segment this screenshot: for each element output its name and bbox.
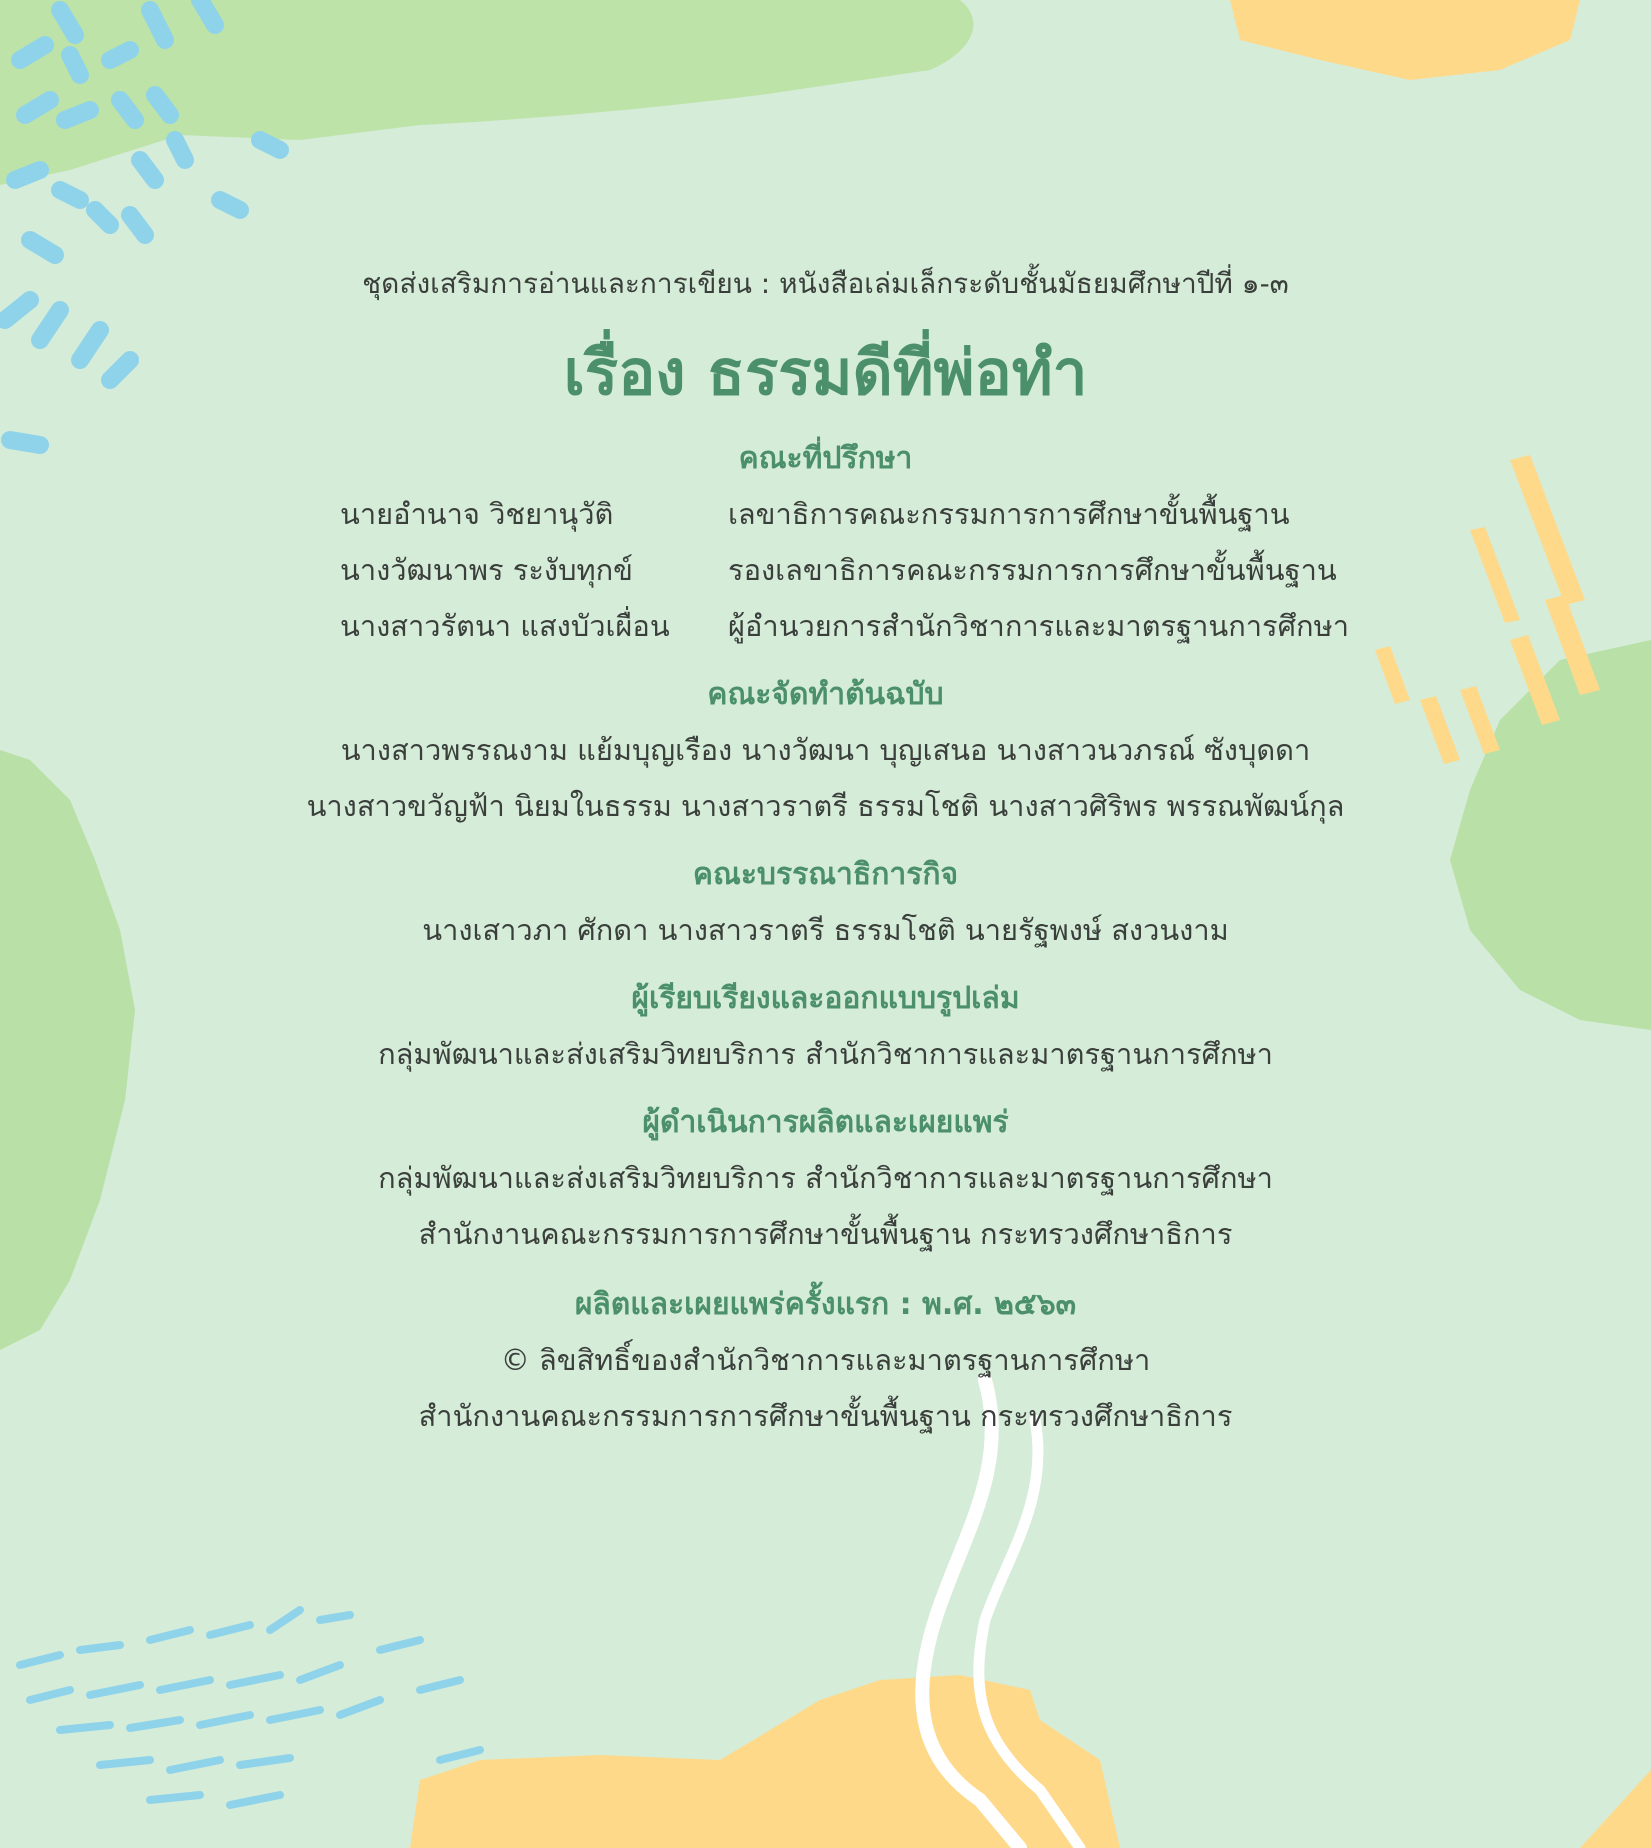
publication-heading: ผลิตและเผยแพร่ครั้งแรก : พ.ศ. ๒๕๖๓ xyxy=(574,1287,1077,1322)
advisor-role: ผู้อำนวยการสำนักวิชาการและมาตรฐานการศึกษา xyxy=(728,609,1349,643)
original-team-line: นางสาวขวัญฟ้า นิยมในธรรม นางสาวราตรี ธรรมโชติ นางสาวศิริพร พรรณพัฒน์กุล xyxy=(306,789,1345,823)
advisor-role: เลขาธิการคณะกรรมการการศึกษาขั้นพื้นฐาน xyxy=(728,497,1290,531)
producer-line: กลุ่มพัฒนาและส่งเสริมวิทยบริการ สำนักวิชาการและมาตรฐานการศึกษา xyxy=(378,1161,1273,1195)
layout-design-line: กลุ่มพัฒนาและส่งเสริมวิทยบริการ สำนักวิชาการและมาตรฐานการศึกษา xyxy=(378,1037,1273,1071)
layout-design-heading: ผู้เรียบเรียงและออกแบบรูปเล่ม xyxy=(631,981,1020,1016)
original-team-line: นางสาวพรรณงาม แย้มบุญเรือง นางวัฒนา บุญเสนอ นางสาวนวภรณ์ ซังบุดดา xyxy=(340,733,1311,767)
copyright-line: © ลิขสิทธิ์ของสำนักวิชาการและมาตรฐานการศึกษา xyxy=(500,1343,1151,1377)
advisors-heading: คณะที่ปรึกษา xyxy=(738,441,913,476)
producer-heading: ผู้ดำเนินการผลิตและเผยแพร่ xyxy=(642,1105,1009,1140)
book-title: เรื่อง ธรรมดีที่พ่อทำ xyxy=(563,336,1088,409)
producer-line: สำนักงานคณะกรรมการการศึกษาขั้นพื้นฐาน กระทรวงศึกษาธิการ xyxy=(418,1217,1233,1251)
advisor-role: รองเลขาธิการคณะกรรมการการศึกษาขั้นพื้นฐาน xyxy=(728,553,1337,587)
editors-line: นางเสาวภา ศักดา นางสาวราตรี ธรรมโชติ นายรัฐพงษ์ สงวนงาม xyxy=(422,913,1229,947)
advisor-name: นายอำนาจ วิชยานุวัติ xyxy=(340,497,614,531)
original-team-heading: คณะจัดทำต้นฉบับ xyxy=(707,677,944,712)
copyright-line: สำนักงานคณะกรรมการการศึกษาขั้นพื้นฐาน กระทรวงศึกษาธิการ xyxy=(418,1399,1233,1433)
advisor-name: นางวัฒนาพร ระงับทุกข์ xyxy=(340,553,633,587)
editors-heading: คณะบรรณาธิการกิจ xyxy=(692,857,959,892)
series-title: ชุดส่งเสริมการอ่านและการเขียน : หนังสือเล่มเล็กระดับชั้นมัธยมศึกษาปีที่ ๑-๓ xyxy=(362,267,1289,300)
advisor-name: นางสาวรัตนา แสงบัวเผื่อน xyxy=(340,609,670,643)
